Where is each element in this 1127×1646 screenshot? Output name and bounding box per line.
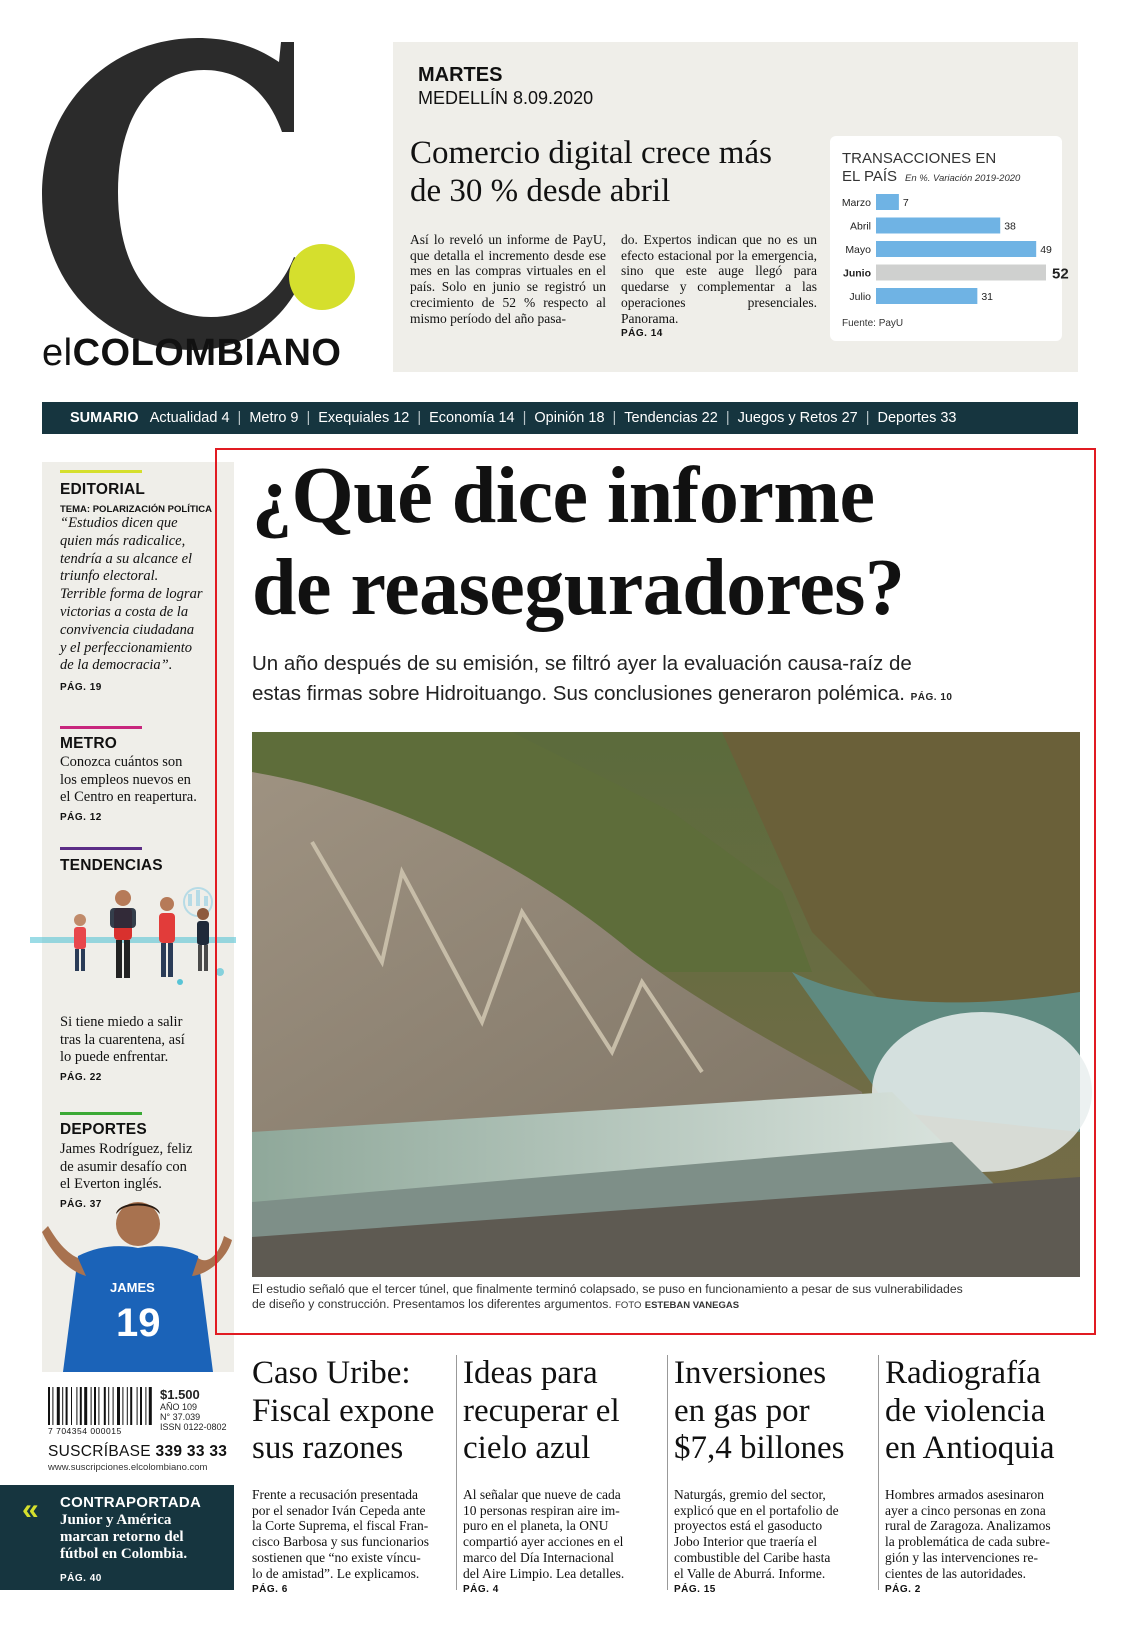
headline-line: Inversiones — [674, 1355, 827, 1391]
photo-label: FOTO — [615, 1300, 642, 1311]
bottom-story-text — [463, 1487, 624, 1598]
chart-bars — [830, 192, 1069, 314]
deportes-page-ref[interactable]: PÁG. 37 — [60, 1199, 102, 1210]
bottom-story-text — [252, 1487, 429, 1598]
text-line: lo de amistad”. Le explicamos. — [252, 1565, 420, 1581]
main-deck-line1: Un año después de su emisión, se filtró ayer la evaluación causa-raíz de — [252, 652, 912, 675]
text-line: victorias a costa de la — [60, 603, 189, 620]
main-deck-line2-text: estas firmas sobre Hidroituango. Sus conclusiones generaron polémica. — [252, 682, 905, 705]
contraportada-text — [60, 1512, 187, 1563]
text-line: puro en el planeta, la ONU — [463, 1518, 609, 1534]
subscribe-phone: 339 33 33 — [155, 1443, 228, 1460]
text-line: ayer a cinco personas en zona — [885, 1502, 1046, 1518]
text-line: Junior y América — [60, 1512, 172, 1528]
text-line: tras la cuarentena, así — [60, 1031, 185, 1048]
text-line: Terrible forma de lograr — [60, 586, 203, 603]
deportes-title[interactable]: DEPORTES — [60, 1121, 147, 1138]
text-line: convivencia ciudadana — [60, 621, 195, 638]
headline-line: Caso Uribe: — [252, 1355, 411, 1391]
photo-credit: ESTEBAN VANEGAS — [644, 1300, 740, 1311]
chart-title-line1: TRANSACCIONES EN — [842, 150, 997, 167]
chart-category-label: Julio — [849, 291, 871, 303]
price-box — [160, 1387, 227, 1432]
text-line: de la democracia”. — [60, 657, 173, 674]
sumario-separator: | — [417, 410, 422, 426]
bottom-story-page-ref[interactable]: PÁG. 4 — [463, 1584, 499, 1596]
top-story-col2-text: do. Expertos indican que no es un efecto estacional por la emergencia, sino que este auge llegó para quedarse y complementar a las operaciones presenciales. Panorama. — [621, 232, 817, 326]
sumario-item[interactable]: Tendencias 22 — [624, 410, 718, 426]
metro-title[interactable]: METRO — [60, 735, 117, 752]
text-line: sostienen que “no existe víncu- — [252, 1549, 421, 1565]
text-line: por el senador Iván Cepeda ante — [252, 1502, 426, 1518]
text-line: del Aire Limpio. Lea detalles. — [463, 1565, 625, 1581]
issue-year: AÑO 109 — [160, 1402, 198, 1412]
chart-category-label: Mayo — [845, 244, 871, 256]
text-line: los empleos nuevos en — [60, 771, 191, 788]
metro-bar — [60, 726, 142, 729]
headline-line: recuperar el — [463, 1392, 620, 1429]
metro-page-ref[interactable]: PÁG. 12 — [60, 812, 102, 823]
masthead-logo — [36, 22, 376, 352]
editorial-page-ref[interactable]: PÁG. 19 — [60, 682, 102, 693]
text-line: el Valle de Aburrá. Informe. — [674, 1565, 826, 1581]
sumario-item[interactable]: Juegos y Retos 27 — [737, 410, 858, 426]
top-story-col2 — [621, 232, 817, 342]
masthead-name[interactable] — [42, 332, 341, 375]
text-line: tendría a su alcance el — [60, 550, 193, 567]
headline-line: sus razones — [252, 1430, 404, 1466]
bottom-story-headline[interactable] — [463, 1355, 620, 1468]
text-line: de asumir desafío con — [60, 1158, 187, 1175]
tendencias-page-ref[interactable]: PÁG. 22 — [60, 1072, 102, 1083]
editorial-bar — [60, 470, 142, 473]
main-deck-page-ref[interactable]: PÁG. 10 — [910, 692, 953, 703]
main-headline[interactable] — [252, 450, 1092, 634]
deportes-bar — [60, 1112, 142, 1115]
column-divider — [878, 1355, 879, 1590]
chart-bar — [876, 265, 1046, 281]
bottom-story-headline[interactable] — [674, 1355, 845, 1468]
issue-issn: ISSN 0122-0802 — [160, 1422, 227, 1432]
text-line: Naturgás, gremio del sector, — [674, 1487, 826, 1502]
text-line: proyectos está el gasoducto — [674, 1518, 823, 1534]
edition-day: MARTES — [418, 64, 503, 86]
text-line: 10 personas respiran aire im- — [463, 1502, 620, 1518]
text-line: y el perfeccionamiento — [60, 639, 193, 656]
sumario-separator: | — [306, 410, 311, 426]
text-line: el Everton inglés. — [60, 1176, 162, 1192]
headline-line: en Antioquia — [885, 1430, 1055, 1466]
main-headline-line1: ¿Qué dice informe — [252, 452, 875, 540]
bottom-story-text — [885, 1487, 1051, 1598]
text-line: la Corte Suprema, el fiscal Fran- — [252, 1518, 429, 1534]
photo-caption-line1: El estudio señaló que el tercer túnel, que finalmente terminó colapsado, se puso en funcionamiento a pesar de sus vulnerabilidades — [252, 1282, 963, 1296]
contraportada-label: CONTRAPORTADA — [60, 1494, 202, 1511]
text-line: Frente a recusación presentada — [252, 1487, 419, 1502]
edition-dateline: MEDELLÍN 8.09.2020 — [418, 88, 594, 108]
top-story-headline[interactable]: Comercio digital crece más de 30 % desde abril — [410, 135, 772, 209]
photo-caption — [252, 1282, 1082, 1313]
top-story-col1: Así lo reveló un informe de PayU, que detalla el incremento desde ese mes en las compras virtuales en el país. Solo en junio se registró un crecimiento de 52 % respecto al mismo período del año pasa- — [410, 232, 606, 326]
text-line: compartió ayer acciones en el — [463, 1534, 624, 1550]
bottom-story-headline[interactable] — [885, 1355, 1055, 1468]
main-headline-line2: de reaseguradores? — [252, 544, 905, 632]
text-line: Si tiene miedo a salir — [60, 1014, 183, 1030]
text-line: Al señalar que nueve de cada — [463, 1487, 621, 1502]
chart-bar — [876, 218, 1000, 234]
text-line: rural de Zaragoza. Analizamos — [885, 1518, 1051, 1534]
text-line: Conozca cuántos son — [60, 754, 183, 770]
sumario-items — [150, 410, 957, 426]
chart-bar — [876, 241, 1036, 257]
chart-value-label: 38 — [1004, 220, 1016, 233]
text-line: explicó que en el portafolio de — [674, 1502, 839, 1518]
chart-value-label: 7 — [902, 197, 909, 209]
sumario-label: SUMARIO — [70, 410, 139, 426]
headline-line: cielo azul — [463, 1430, 591, 1466]
sumario-item[interactable]: Metro 9 — [249, 410, 299, 426]
text-line: James Rodríguez, feliz — [60, 1141, 193, 1157]
price: $1.500 — [160, 1387, 200, 1402]
photo-caption-line2 — [252, 1297, 1082, 1313]
text-line: Jobo Interior que traería el — [674, 1534, 818, 1550]
column-divider — [456, 1355, 457, 1590]
editorial-tema: TEMA: POLARIZACIÓN POLÍTICA — [60, 504, 212, 515]
tendencias-text — [60, 1014, 185, 1067]
headline-line: Fiscal expone — [252, 1392, 435, 1429]
headline-line: de violencia — [885, 1392, 1046, 1429]
editorial-text — [60, 515, 235, 675]
chart-source: Fuente: PayU — [842, 318, 904, 329]
chart-category-label: Abril — [849, 220, 871, 233]
bottom-story-page-ref[interactable]: PÁG. 2 — [885, 1584, 921, 1596]
chart-bar — [876, 288, 977, 304]
text-line: marco del Día Internacional — [463, 1549, 615, 1565]
metro-text — [60, 754, 197, 807]
jersey-number: 19 — [116, 1301, 161, 1345]
double-chevron-left-icon: « — [22, 1493, 39, 1526]
text-line: quien más radicalice, — [60, 532, 186, 549]
sumario-separator: | — [865, 410, 870, 426]
chart-value-label: 49 — [1040, 244, 1052, 256]
sumario-bar — [42, 402, 1078, 434]
text-line: “Estudios dicen que — [60, 515, 178, 531]
masthead-name-prefix: el — [42, 332, 73, 374]
chart-value-label: 52 — [1052, 265, 1069, 283]
text-line: cientes de las autoridades. — [885, 1565, 1026, 1581]
jersey-name: JAMES — [110, 1280, 155, 1295]
subscribe-label: SUSCRÍBASE — [48, 1443, 151, 1460]
photo-caption-line2-text: de diseño y construcción. Presentamos los diferentes argumentos. — [252, 1297, 612, 1311]
top-story-page-ref[interactable]: PÁG. 14 — [621, 328, 663, 340]
bottom-story-page-ref[interactable]: PÁG. 6 — [252, 1584, 288, 1596]
sumario-separator: | — [237, 410, 242, 426]
text-line: la problemática de cada subre- — [885, 1534, 1050, 1550]
text-line: fútbol en Colombia. — [60, 1546, 188, 1562]
headline-line: en gas por — [674, 1392, 810, 1429]
subscribe-url[interactable]: www.suscripciones.elcolombiano.com — [48, 1462, 208, 1473]
chart-bar — [876, 194, 899, 210]
editorial-title[interactable]: EDITORIAL — [60, 481, 146, 498]
sumario-item[interactable]: Economía 14 — [429, 410, 515, 426]
bottom-story-page-ref[interactable]: PÁG. 15 — [674, 1584, 716, 1596]
sumario-item[interactable]: Actualidad 4 — [149, 410, 230, 426]
headline-line: Ideas para — [463, 1355, 598, 1391]
bottom-story-headline[interactable] — [252, 1355, 434, 1468]
text-line: marcan retorno del — [60, 1529, 184, 1545]
walking-people-illustration — [30, 882, 236, 1004]
chart-subtitle: En %. Variación 2019-2020 — [905, 173, 1021, 184]
chart-category-label: Marzo — [841, 197, 871, 209]
sumario-item[interactable]: Exequiales 12 — [318, 410, 410, 426]
headline-line: Radiografía — [885, 1355, 1041, 1391]
logo-dot-icon — [289, 244, 355, 310]
logo-c-letter — [42, 38, 308, 350]
sumario-separator: | — [612, 410, 617, 426]
sumario-item[interactable]: Deportes 33 — [877, 410, 957, 426]
barcode-number: 7 704354 000015 — [48, 1426, 122, 1436]
bottom-story-text — [674, 1487, 839, 1598]
text-line: lo puede enfrentar. — [60, 1049, 169, 1065]
chart-title-line2: EL PAÍS — [842, 168, 898, 185]
main-deck-line2 — [252, 679, 1082, 713]
deportes-text — [60, 1141, 192, 1194]
text-line: el Centro en reapertura. — [60, 789, 197, 805]
tendencias-title[interactable]: TENDENCIAS — [60, 857, 163, 874]
text-line: Hombres armados asesinaron — [885, 1487, 1044, 1502]
contraportada-page-ref: PÁG. 40 — [60, 1573, 102, 1584]
tendencias-bar — [60, 847, 142, 850]
text-line: cisco Barbosa y sus funcionarios — [252, 1534, 429, 1550]
main-deck — [252, 649, 1082, 713]
issue-number: N° 37.039 — [160, 1412, 201, 1422]
contraportada-box[interactable] — [0, 1485, 234, 1590]
masthead-name-main: COLOMBIANO — [72, 332, 342, 374]
text-line: gión y las intervenciones re- — [885, 1549, 1038, 1565]
hidroituango-dam-photo — [252, 732, 1080, 1277]
subscribe-line[interactable] — [48, 1443, 227, 1461]
chart-category-label: Junio — [843, 267, 871, 280]
james-rodriguez-photo — [38, 1196, 234, 1372]
sumario-separator: | — [522, 410, 527, 426]
headline-line: $7,4 billones — [674, 1430, 845, 1466]
text-line: combustible del Caribe hasta — [674, 1549, 831, 1565]
sumario-item[interactable]: Opinión 18 — [534, 410, 605, 426]
text-line: triunfo electoral. — [60, 568, 159, 585]
sumario-separator: | — [725, 410, 730, 426]
chart-value-label: 31 — [981, 291, 994, 303]
column-divider — [667, 1355, 668, 1590]
